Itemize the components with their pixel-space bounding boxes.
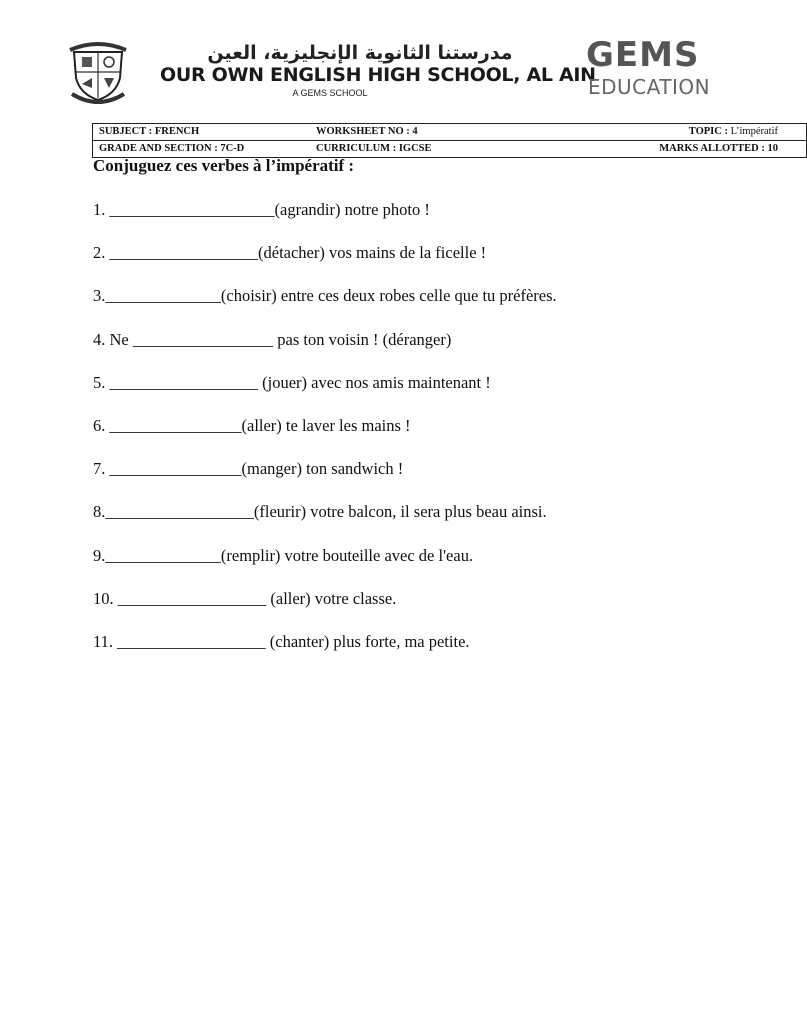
exercise-item: 5. __________________ (jouer) avec nos amis maintenant ! bbox=[93, 372, 491, 392]
curriculum-cell: CURRICULUM : IGCSE bbox=[316, 143, 432, 154]
exercise-list bbox=[93, 200, 557, 675]
gems-education-label: EDUCATION bbox=[588, 75, 711, 99]
topic-label: TOPIC : bbox=[688, 126, 731, 137]
exercise-item: 7. ________________(manger) ton sandwich ! bbox=[93, 459, 404, 479]
exercise-item: 3.______________(choisir) entre ces deux robes celle que tu préfères. bbox=[93, 286, 557, 306]
topic-value: L’impératif bbox=[730, 126, 778, 137]
school-tagline: A GEMS SCHOOL bbox=[292, 88, 368, 98]
instructions-heading: Conjuguez ces verbes à l’impératif : bbox=[93, 156, 355, 175]
exercise-item: 6. ________________(aller) te laver les mains ! bbox=[93, 415, 411, 435]
info-row bbox=[93, 124, 807, 141]
gems-logo: GEMS bbox=[586, 35, 700, 75]
marks-cell: MARKS ALLOTTED : 10 bbox=[659, 143, 778, 154]
exercise-item: 2. __________________(détacher) vos mains de la ficelle ! bbox=[93, 243, 487, 263]
exercise-item: 11. __________________ (chanter) plus forte, ma petite. bbox=[93, 631, 470, 651]
school-name: OUR OWN ENGLISH HIGH SCHOOL, AL AIN bbox=[160, 64, 596, 86]
subject-cell: SUBJECT : FRENCH bbox=[99, 126, 200, 137]
exercise-item: 9.______________(remplir) votre bouteille avec de l'eau. bbox=[93, 545, 474, 565]
info-row bbox=[93, 141, 807, 158]
exercise-item: 8.__________________(fleurir) votre balcon, il sera plus beau ainsi. bbox=[93, 502, 547, 522]
grade-section-cell: GRADE AND SECTION : 7C-D bbox=[99, 143, 245, 154]
school-crest-logo bbox=[64, 40, 132, 106]
worksheet-info-table bbox=[92, 123, 807, 158]
worksheet-number-cell: WORKSHEET NO : 4 bbox=[316, 126, 418, 137]
exercise-item: 4. Ne _________________ pas ton voisin ! (déranger) bbox=[93, 329, 452, 349]
school-name-arabic: مدرستنا الثانوية الإنجليزية، العين bbox=[207, 42, 513, 64]
exercise-item: 1. ____________________(agrandir) notre photo ! bbox=[93, 200, 430, 219]
exercise-item: 10. __________________ (aller) votre classe. bbox=[93, 588, 397, 608]
topic-cell bbox=[572, 124, 807, 141]
